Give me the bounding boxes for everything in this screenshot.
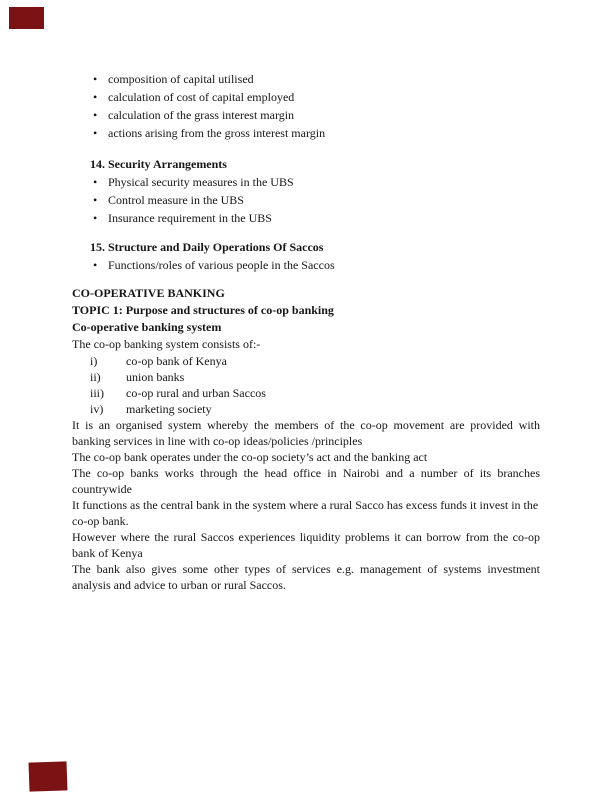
paragraph	[72, 497, 540, 529]
paragraph-line: The co-op banks works through the head office in Nairobi and a number of its branches	[72, 466, 540, 480]
paragraph-line: The bank also gives some other types of services e.g. management of systems investment	[72, 562, 540, 576]
coop-banking-title: CO-OPERATIVE BANKING	[72, 286, 225, 300]
list-item	[72, 88, 540, 106]
bullet-icon: •	[93, 193, 98, 207]
list-item-text: calculation of the grass interest margin	[108, 108, 295, 122]
page-content	[72, 0, 540, 593]
paragraph-line: It is an organised system whereby the members of the co-op movement are provided with	[72, 418, 540, 432]
section-14-list	[72, 173, 540, 227]
roman-marker: ii)	[90, 370, 101, 384]
roman-item-text: co-op rural and urban Saccos	[126, 386, 266, 400]
roman-marker: iv)	[90, 402, 104, 416]
list-item	[72, 173, 540, 191]
watermark-stamp-top-left-icon	[9, 7, 44, 29]
section-15-heading: 15. Structure and Daily Operations Of Saccos	[90, 240, 324, 254]
paragraph-line: countrywide	[72, 482, 132, 496]
paragraph-line: analysis and advice to urban or rural Saccos.	[72, 578, 286, 592]
list-item-text: Physical security measures in the UBS	[108, 175, 294, 189]
section-15-list	[72, 256, 540, 274]
list-item-text: Functions/roles of various people in the Saccos	[108, 258, 335, 272]
roman-marker: iii)	[90, 386, 104, 400]
roman-list-item	[72, 369, 540, 385]
bullet-icon: •	[93, 211, 98, 225]
list-item-text: Control measure in the UBS	[108, 193, 244, 207]
list-item-text: Insurance requirement in the UBS	[108, 211, 272, 225]
topic-1-heading: TOPIC 1: Purpose and structures of co-op banking	[72, 303, 334, 317]
list-item-text: calculation of cost of capital employed	[108, 90, 295, 104]
roman-list-item	[72, 353, 540, 369]
bullet-icon: •	[93, 90, 98, 104]
list-item	[72, 209, 540, 227]
list-item-text: actions arising from the gross interest margin	[108, 126, 326, 140]
section-14-heading: 14. Security Arrangements	[90, 157, 227, 171]
roman-list-item	[72, 401, 540, 417]
paragraph	[72, 449, 540, 465]
paragraph-line: co-op bank.	[72, 514, 129, 528]
roman-numeral-list	[72, 353, 540, 417]
paragraph-line: However where the rural Saccos experiences liquidity problems it can borrow from the co-op	[72, 530, 540, 544]
list-item	[72, 256, 540, 274]
roman-item-text: co-op bank of Kenya	[126, 354, 227, 368]
paragraph-line: banking services in line with co-op ideas/policies /principles	[72, 434, 363, 448]
paragraph	[72, 465, 540, 497]
list-item	[72, 106, 540, 124]
bullet-icon: •	[93, 108, 98, 122]
paragraph-line: bank of Kenya	[72, 546, 143, 560]
intro-bullet-list	[72, 70, 540, 142]
roman-marker: i)	[90, 354, 98, 368]
paragraph-line: It functions as the central bank in the system where a rural Sacco has excess funds it invest in the	[72, 498, 539, 512]
bullet-icon: •	[93, 72, 98, 86]
list-item-text: composition of capital utilised	[108, 72, 254, 86]
paragraph	[72, 417, 540, 449]
roman-item-text: marketing society	[126, 402, 212, 416]
list-item	[72, 70, 540, 88]
list-item	[72, 124, 540, 142]
paragraph	[72, 529, 540, 561]
paragraph-line: The co-op bank operates under the co-op society’s act and the banking act	[72, 450, 428, 464]
watermark-stamp-bottom-left-icon	[29, 761, 68, 791]
list-item	[72, 191, 540, 209]
bullet-icon: •	[93, 126, 98, 140]
bullet-icon: •	[93, 175, 98, 189]
bullet-icon: •	[93, 258, 98, 272]
coop-banking-subheading: Co-operative banking system	[72, 320, 222, 334]
paragraph	[72, 561, 540, 593]
roman-item-text: union banks	[126, 370, 185, 384]
lead-line: The co-op banking system consists of:-	[72, 337, 261, 351]
roman-list-item	[72, 385, 540, 401]
